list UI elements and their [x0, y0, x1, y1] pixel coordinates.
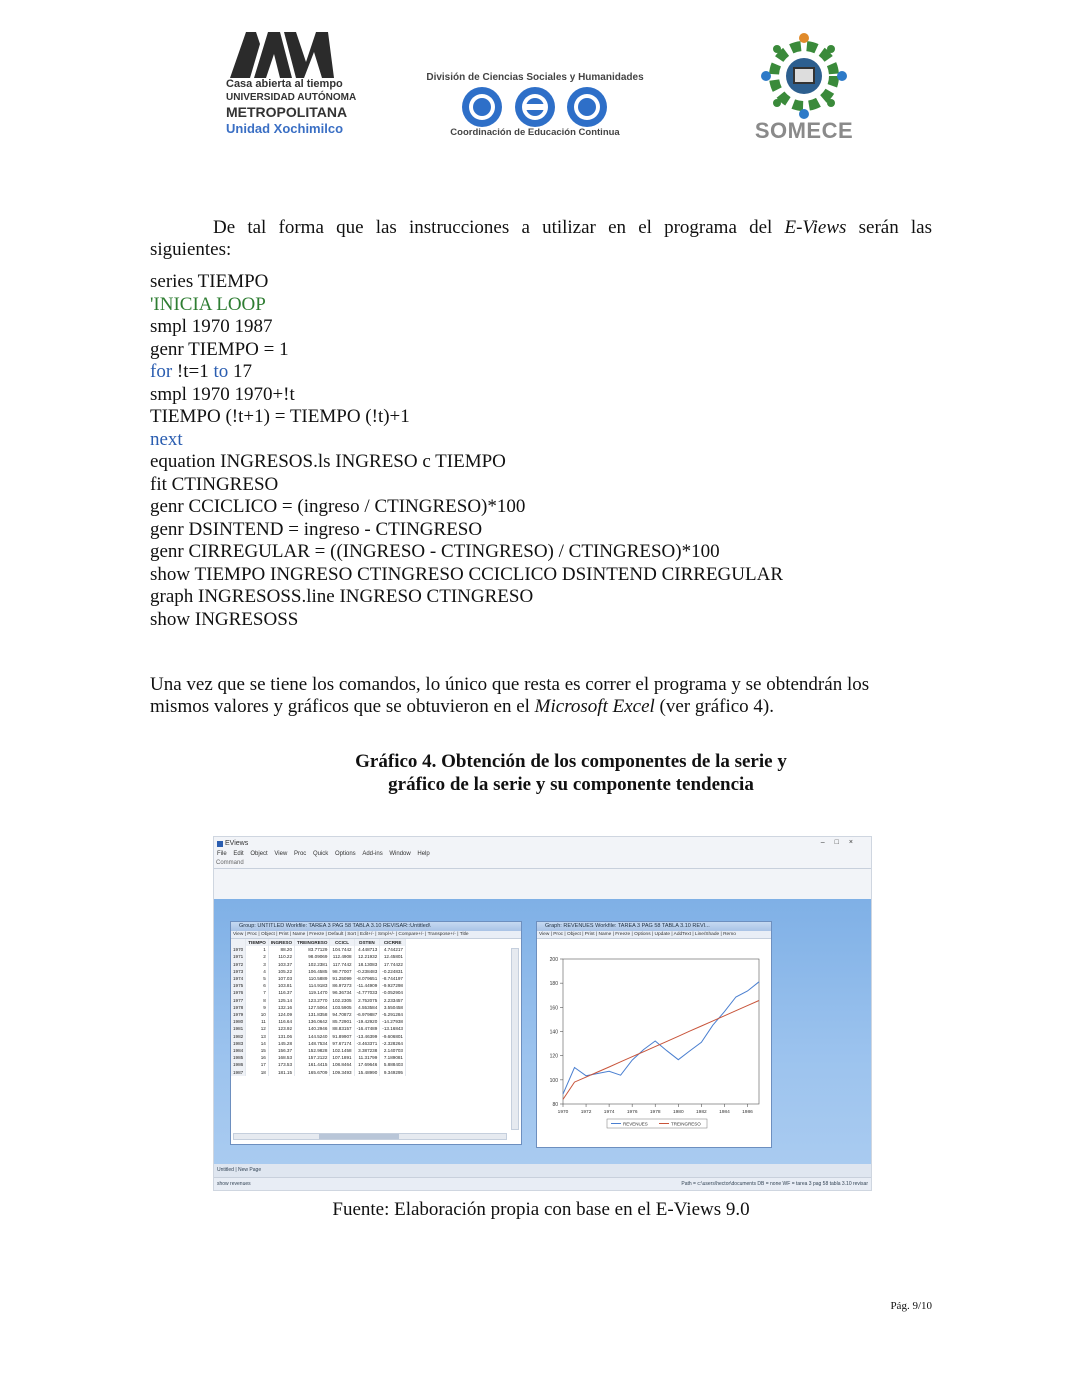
x-tick-label: 1978 [649, 1110, 661, 1115]
table-cell[interactable]: -14.27938 [380, 1018, 406, 1025]
code-line: smpl 1970 1987 [150, 316, 273, 337]
code-line: equation INGRESOS.ls INGRESO c TIEMPO [150, 451, 506, 472]
table-cell[interactable]: 181.15 [268, 1069, 294, 1076]
table-cell[interactable]: 97.67174 [330, 1040, 354, 1047]
table-row[interactable] [231, 1033, 406, 1040]
table-cell[interactable]: 11 [246, 1018, 269, 1025]
table-cell[interactable]: -0.052904 [380, 989, 406, 996]
x-tick-label: 1982 [696, 1110, 707, 1115]
table-cell[interactable]: 108.8464 [330, 1061, 354, 1068]
table-header-cell[interactable]: TIEMPO [246, 939, 269, 946]
page-number: Pág. 9/10 [890, 1300, 932, 1312]
table-cell[interactable]: 1 [246, 946, 269, 953]
table-cell[interactable]: 14 [246, 1040, 269, 1047]
table-cell[interactable]: 98.09069 [295, 953, 330, 960]
table-cell[interactable]: -11.44909 [354, 982, 380, 989]
table-cell[interactable]: 106.4585 [295, 968, 330, 975]
uam-logo-mark [230, 32, 334, 78]
table-cell[interactable]: -6.979887 [354, 1011, 380, 1018]
table-cell[interactable]: 7 [246, 989, 269, 996]
y-tick-label: 80 [552, 1102, 558, 1108]
intro-text-b: serán las [846, 217, 932, 238]
y-tick-label: 180 [549, 981, 558, 988]
x-tick-label: 1980 [672, 1110, 684, 1115]
table-cell[interactable]: 4.448713 [354, 946, 380, 953]
table-cell[interactable]: -9.606801 [380, 1033, 406, 1040]
table-cell[interactable]: 165.6709 [295, 1069, 330, 1076]
code-for-line [150, 361, 783, 384]
x-tick-label: 1974 [603, 1110, 615, 1115]
table-row[interactable] [231, 982, 406, 989]
scrollbar-thumb[interactable] [319, 1134, 399, 1139]
table-cell[interactable]: -8.744197 [380, 975, 406, 982]
keyword-to: to [213, 361, 229, 382]
code-comment: 'INICIA LOOP [150, 293, 266, 315]
table-cell[interactable]: 12 [246, 1025, 269, 1032]
table-row[interactable] [231, 1011, 406, 1018]
status-left: show revenues [217, 1181, 251, 1187]
table-cell[interactable]: 10 [246, 1011, 269, 1018]
legend-label: REVENUES [623, 1121, 648, 1127]
table-row[interactable] [231, 1040, 406, 1047]
table-cell[interactable]: 144.5240 [295, 1033, 330, 1040]
table-cell[interactable]: 91.89907 [330, 1033, 354, 1040]
table-cell[interactable]: 140.2946 [295, 1025, 330, 1032]
table-cell[interactable]: 156.37 [268, 1047, 294, 1054]
table-cell[interactable]: 152.9828 [295, 1047, 330, 1054]
somece-wordmark: SOMECE [754, 118, 854, 143]
table-cell[interactable]: 110.5889 [295, 975, 330, 982]
table-cell[interactable]: 125.14 [268, 997, 294, 1004]
table-cell[interactable]: 15.48990 [354, 1069, 380, 1076]
table-row[interactable] [231, 1069, 406, 1076]
closing-text-b: (ver gráfico 4). [654, 696, 775, 717]
table-row[interactable] [231, 1054, 406, 1061]
closing-line-2 [150, 695, 932, 718]
plot-area [563, 959, 759, 1104]
x-tick-label: 1984 [719, 1110, 730, 1115]
table-cell[interactable]: 4.744217 [380, 946, 406, 953]
table-row[interactable] [231, 1018, 406, 1025]
table-cell[interactable]: 18 [246, 1069, 269, 1076]
table-header-cell[interactable]: DSTEN [354, 939, 380, 946]
table-cell[interactable]: 131.06 [268, 1033, 294, 1040]
table-row[interactable] [231, 989, 406, 996]
table-row[interactable] [231, 975, 406, 982]
table-cell[interactable]: 1974 [231, 975, 246, 982]
table-cell[interactable]: 131.8358 [295, 1011, 330, 1018]
menu-window[interactable]: Window [389, 851, 411, 857]
code-line: show INGRESOSS [150, 608, 299, 630]
table-cell[interactable]: 103.5905 [330, 1004, 354, 1011]
table-cell[interactable]: -0.238483 [354, 968, 380, 975]
intro-eviews-em: E-Views [784, 217, 847, 238]
table-cell[interactable]: 1977 [231, 997, 246, 1004]
eviews-workspace [214, 899, 871, 1164]
table-cell[interactable]: 1972 [231, 961, 246, 968]
table-cell[interactable]: 9.349295 [380, 1069, 406, 1076]
dcsh-title: División de Ciencias Sociales y Humanidades [426, 72, 644, 83]
graph-window[interactable] [536, 921, 772, 1148]
y-tick-label: 160 [549, 1005, 558, 1012]
table-cell[interactable]: 114.9183 [295, 982, 330, 989]
eviews-screenshot [213, 836, 872, 1191]
group-window[interactable] [230, 921, 522, 1145]
table-cell[interactable]: 119.1470 [295, 989, 330, 996]
table-cell[interactable]: 94.70872 [330, 1011, 354, 1018]
code-line: smpl 1970 1970+!t [150, 383, 295, 405]
table-row[interactable] [231, 953, 406, 960]
table-cell[interactable]: 85.72901 [330, 1018, 354, 1025]
table-cell[interactable]: 123.2770 [295, 997, 330, 1004]
table-cell[interactable]: -3.463371 [354, 1040, 380, 1047]
table-cell[interactable]: 124.09 [268, 1011, 294, 1018]
vertical-scrollbar[interactable] [511, 948, 519, 1130]
code-fragment: 17 [233, 361, 253, 382]
table-cell[interactable]: 1973 [231, 968, 246, 975]
table-row[interactable] [231, 1061, 406, 1068]
horizontal-scrollbar[interactable] [233, 1133, 507, 1140]
workfile-tabs[interactable] [214, 1164, 871, 1177]
code-line: show TIEMPO INGRESO CTINGRESO CCICLICO DSINTEND CIRREGULAR [150, 563, 784, 585]
uam-unit: Unidad Xochimilco [226, 121, 344, 136]
menu-options[interactable]: Options [334, 851, 356, 857]
table-cell[interactable]: 117.7442 [330, 961, 354, 968]
table-cell[interactable]: 161.4415 [295, 1061, 330, 1068]
table-cell[interactable]: 173.53 [268, 1061, 294, 1068]
code-line: genr CCICLICO = (ingreso / CTINGRESO)*100 [150, 496, 526, 517]
chart-legend [607, 1119, 707, 1128]
table-cell[interactable]: 88.83157 [330, 1025, 354, 1032]
y-tick-label: 120 [549, 1053, 558, 1060]
table-cell[interactable]: 12.45801 [380, 953, 406, 960]
code-line: genr CIRREGULAR = ((INGRESO - CTINGRESO) / CTINGRESO)*100 [150, 541, 720, 562]
graph-window-toolbar[interactable]: View | Proc | Object | Print | Name | Freeze | Options | Update | AddText | Line/Shade | Remo [537, 931, 771, 939]
table-cell[interactable]: 86.97273 [330, 982, 354, 989]
table-cell[interactable]: 1975 [231, 982, 246, 989]
table-cell[interactable]: 2.752075 [354, 997, 380, 1004]
figure-source: Fuente: Elaboración propia con base en el E-Views 9.0 [332, 1199, 750, 1220]
table-row[interactable] [231, 961, 406, 968]
table-cell[interactable]: 2.140703 [380, 1047, 406, 1054]
table-cell[interactable]: 148.7534 [295, 1040, 330, 1047]
table-cell[interactable]: 6 [246, 982, 269, 989]
closing-text-a: mismos valores y gráficos que se obtuvieron en el [150, 696, 535, 717]
table-header-row [231, 939, 406, 946]
table-cell[interactable]: 107.03 [268, 975, 294, 982]
table-cell[interactable]: 11.31799 [354, 1054, 380, 1061]
caption-line-2: gráfico de la serie y su componente tendencia [388, 774, 754, 795]
revenues-line-chart [537, 939, 769, 1144]
table-row[interactable] [231, 968, 406, 975]
table-cell[interactable]: 17.74422 [380, 961, 406, 968]
table-cell[interactable]: 16 [246, 1054, 269, 1061]
table-row[interactable] [231, 1004, 406, 1011]
menu-edit[interactable]: Edit [233, 851, 244, 857]
menu-help[interactable]: Help [417, 851, 430, 857]
x-tick-label: 1972 [580, 1110, 592, 1115]
intro-line-2: siguientes: [150, 239, 232, 260]
x-tick-label: 1976 [626, 1110, 638, 1115]
somece-logo-icon [756, 30, 852, 120]
table-cell[interactable]: 5 [246, 975, 269, 982]
table-cell[interactable]: 98.77007 [330, 968, 354, 975]
table-cell[interactable]: 96.36734 [330, 989, 354, 996]
closing-line-1: Una vez que se tiene los comandos, lo único que resta es correr el programa y se obtendrán los [150, 674, 870, 695]
table-cell[interactable]: 1978 [231, 1004, 246, 1011]
table-cell[interactable]: 1971 [231, 953, 246, 960]
table-cell[interactable]: 132.16 [268, 1004, 294, 1011]
table-header-cell[interactable]: TREINGRESO [295, 939, 330, 946]
table-cell[interactable]: 110.22 [268, 953, 294, 960]
eviews-app-icon [217, 841, 223, 847]
code-line: genr DSINTEND = ingreso - CTINGRESO [150, 518, 483, 540]
table-cell[interactable]: 2.233457 [380, 997, 406, 1004]
table-cell[interactable]: 102.1458 [330, 1047, 354, 1054]
code-line: TIEMPO (!t+1) = TIEMPO (!t)+1 [150, 406, 410, 427]
table-cell[interactable]: 8 [246, 997, 269, 1004]
table-cell[interactable]: 112.4908 [330, 953, 354, 960]
legend-label: TREINGRESO [671, 1121, 701, 1127]
table-cell[interactable]: 1986 [231, 1061, 246, 1068]
menu-file[interactable]: File [217, 851, 227, 857]
table-header-cell[interactable]: CCICL [330, 939, 354, 946]
table-cell[interactable]: 12.21932 [354, 953, 380, 960]
table-cell[interactable]: 105.22 [268, 968, 294, 975]
table-cell[interactable]: 157.2122 [295, 1054, 330, 1061]
table-cell[interactable]: 1979 [231, 1011, 246, 1018]
table-cell[interactable]: 103.37 [268, 961, 294, 968]
table-cell[interactable]: 18.13083 [354, 961, 380, 968]
y-tick-label: 140 [549, 1029, 558, 1036]
table-cell[interactable]: 3 [246, 961, 269, 968]
group-window-title: Group: UNTITLED Workfile: TAREA 3 PAG 58 TABLA 3.10 REVISAR::Untitled\ [231, 922, 521, 931]
keyword-for: for [150, 361, 173, 382]
table-cell[interactable]: -5.291284 [380, 1011, 406, 1018]
table-header-cell[interactable] [231, 939, 246, 946]
table-cell[interactable]: 1976 [231, 989, 246, 996]
chart-axes [550, 957, 759, 1115]
table-cell[interactable]: 13 [246, 1033, 269, 1040]
table-cell[interactable]: 123.92 [268, 1025, 294, 1032]
table-cell[interactable]: 168.53 [268, 1054, 294, 1061]
eviews-code-block [150, 271, 783, 631]
figure-caption [250, 750, 892, 796]
table-cell[interactable]: 15 [246, 1047, 269, 1054]
code-fragment: !t=1 [176, 361, 209, 382]
code-line: graph INGRESOSS.line INGRESO CTINGRESO [150, 586, 534, 607]
menu-view[interactable]: View [274, 851, 288, 857]
table-cell[interactable]: 3.550458 [380, 1004, 406, 1011]
menu-object[interactable]: Object [250, 851, 268, 857]
y-tick-label: 200 [549, 957, 558, 963]
status-bar [214, 1177, 871, 1191]
caption-line-1: Gráfico 4. Obtención de los componentes de la serie y [355, 751, 787, 772]
table-header-cell[interactable]: INGRESO [268, 939, 294, 946]
table-cell[interactable]: 1983 [231, 1040, 246, 1047]
table-cell[interactable]: 9 [246, 1004, 269, 1011]
table-cell[interactable]: -13.46399 [354, 1033, 380, 1040]
table-cell[interactable]: -4.777033 [354, 989, 380, 996]
intro-text-a: De tal forma que las instrucciones a utilizar en el programa del [213, 217, 785, 238]
eviews-menubar [214, 851, 871, 860]
eviews-app-title: EViews [225, 840, 249, 847]
command-bar[interactable] [214, 860, 871, 869]
keyword-next: next [150, 428, 183, 450]
table-cell[interactable]: 2 [246, 953, 269, 960]
table-cell[interactable]: 104.7442 [330, 946, 354, 953]
table-cell[interactable]: 17 [246, 1061, 269, 1068]
graph-window-title: Graph: REVENUES Workfile: TAREA 3 PAG 58 TABLA 3.10 REVI... [537, 922, 771, 931]
closing-excel-em: Microsoft Excel [534, 696, 655, 717]
table-cell[interactable]: -0.224831 [380, 968, 406, 975]
table-cell[interactable]: 116.64 [268, 1018, 294, 1025]
table-cell[interactable]: 107.1891 [330, 1054, 354, 1061]
table-cell[interactable]: 1987 [231, 1069, 246, 1076]
table-cell[interactable]: 1980 [231, 1018, 246, 1025]
uam-tagline: Casa abierta al tiempo [226, 78, 343, 90]
eviews-titlebar [214, 837, 871, 851]
table-cell[interactable]: -16.47489 [354, 1025, 380, 1032]
table-cell[interactable]: 3.387238 [354, 1047, 380, 1054]
menu-proc[interactable]: Proc [293, 851, 307, 857]
tab-labels[interactable]: Untitled | New Page [217, 1167, 262, 1173]
table-cell[interactable]: 17.69646 [354, 1061, 380, 1068]
table-header-cell[interactable]: CICRRE [380, 939, 406, 946]
table-cell[interactable]: 5.888403 [380, 1061, 406, 1068]
table-cell[interactable]: 4 [246, 968, 269, 975]
table-cell[interactable]: -13.16843 [380, 1025, 406, 1032]
table-cell[interactable]: 116.37 [268, 989, 294, 996]
table-row[interactable] [231, 997, 406, 1004]
table-row[interactable] [231, 1025, 406, 1032]
code-line: genr TIEMPO = 1 [150, 338, 289, 360]
table-cell[interactable]: -8.079651 [354, 975, 380, 982]
menu-quick[interactable]: Quick [312, 851, 329, 857]
table-cell[interactable]: 102.2305 [330, 997, 354, 1004]
table-row[interactable] [231, 946, 406, 953]
table-cell[interactable]: 1985 [231, 1054, 246, 1061]
status-right: Path = c:\users\hector\documents DB = none WF = tarea 3 pag 58 tabla 3.10 revisar [681, 1181, 868, 1187]
table-cell[interactable]: 4.553584 [354, 1004, 380, 1011]
command-label: Command [216, 860, 244, 866]
menu-addins[interactable]: Add-ins [362, 851, 383, 857]
table-cell[interactable]: -9.927298 [380, 982, 406, 989]
table-cell[interactable]: -19.42920 [354, 1018, 380, 1025]
intro-line-1 [150, 216, 932, 239]
table-cell[interactable]: 83.77129 [295, 946, 330, 953]
table-row[interactable] [231, 1047, 406, 1054]
table-cell[interactable]: 103.81 [268, 982, 294, 989]
table-cell[interactable]: 1981 [231, 1025, 246, 1032]
table-cell[interactable]: 88.20 [268, 946, 294, 953]
table-cell[interactable]: -2.328264 [380, 1040, 406, 1047]
table-cell[interactable]: 1984 [231, 1047, 246, 1054]
table-cell[interactable]: 1970 [231, 946, 246, 953]
code-line: series TIEMPO [150, 271, 269, 292]
table-cell[interactable]: 1982 [231, 1033, 246, 1040]
dcsh-logo-icon [460, 86, 610, 128]
y-tick-label: 100 [549, 1077, 558, 1084]
code-line: fit CTINGRESO [150, 473, 279, 495]
window-controls[interactable]: –□× [820, 839, 863, 846]
table-cell[interactable]: 136.0642 [295, 1018, 330, 1025]
uam-line-2: UNIVERSIDAD AUTÓNOMA [226, 92, 357, 103]
group-window-toolbar[interactable]: View | Proc | Object | Print | Name | Freeze | Default | Sort | Edit+/- | Smpl+/- | Compare+/- | Transpose+/- | Title [231, 931, 521, 939]
table-cell[interactable]: 102.2381 [295, 961, 330, 968]
uam-line-3: METROPOLITANA [226, 104, 348, 120]
table-cell[interactable]: 91.25099 [330, 975, 354, 982]
table-cell[interactable]: 145.28 [268, 1040, 294, 1047]
table-cell[interactable]: 127.5064 [295, 1004, 330, 1011]
table-cell[interactable]: 109.3493 [330, 1069, 354, 1076]
table-cell[interactable]: 7.189081 [380, 1054, 406, 1061]
dcsh-subtitle: Coordinación de Educación Continua [450, 127, 620, 138]
group-data-table [231, 939, 406, 1076]
x-tick-label: 1970 [557, 1110, 569, 1115]
x-tick-label: 1986 [742, 1110, 753, 1115]
